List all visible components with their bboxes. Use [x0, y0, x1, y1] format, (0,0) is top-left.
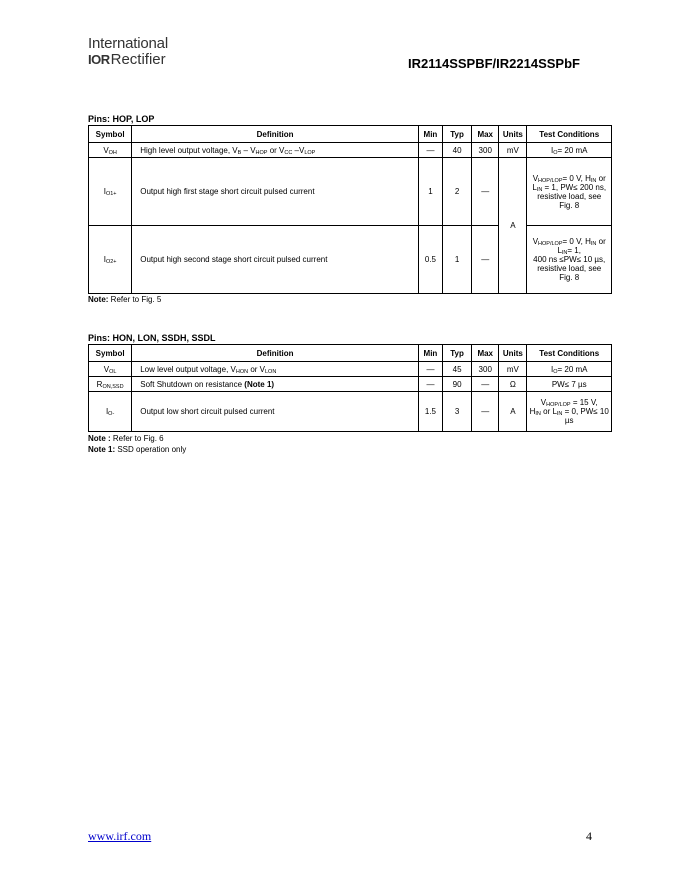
min-value: — [418, 143, 442, 158]
min-value: — [418, 377, 442, 392]
table-header-row [89, 345, 612, 362]
col-symbol: Symbol [89, 126, 132, 143]
definition-ron-ssd: Soft Shutdown on resistance (Note 1) [132, 377, 419, 392]
max-value: — [472, 392, 499, 432]
units-value: A [499, 392, 527, 432]
table-header-row [89, 126, 612, 143]
hon-lon-table [88, 344, 612, 432]
part-number: IR2114SSPBF/IR2214SSPbF [408, 56, 580, 71]
symbol-ron-ssd: $R_{ON,SSD}$ [89, 377, 132, 392]
col-max: Max [472, 126, 499, 143]
table-row [89, 362, 612, 377]
units-value: mV [499, 143, 527, 158]
max-value: 300 [472, 362, 499, 377]
typ-value: 40 [443, 143, 472, 158]
min-value: — [418, 362, 442, 377]
definition-io-minus: Output low short circuit pulsed current [132, 392, 419, 432]
col-symbol: Symbol [89, 345, 132, 362]
test-condition: PW≤ 7 µs [527, 377, 612, 392]
col-definition: Definition [132, 345, 419, 362]
definition-io2: Output high second stage short circuit pulsed current [132, 226, 419, 294]
typ-value: 1 [443, 226, 472, 294]
min-value: 1 [418, 158, 442, 226]
max-value: — [472, 226, 499, 294]
table1-note: Note: Refer to Fig. 5 [88, 295, 162, 304]
definition-io1: Output high first stage short circuit pulsed current [132, 158, 419, 226]
col-test-conditions: Test Conditions [527, 345, 612, 362]
table2-note1: Note 1: SSD operation only [88, 445, 187, 454]
col-units: Units [499, 345, 527, 362]
symbol-voh: $V_{OH}$ [89, 143, 132, 158]
table2-title: Pins: HON, LON, SSDH, SSDL [88, 333, 216, 343]
col-units: Units [499, 126, 527, 143]
col-min: Min [418, 126, 442, 143]
page-number: 4 [586, 829, 592, 843]
min-value: 1.5 [418, 392, 442, 432]
company-logo [88, 36, 168, 68]
typ-value: 45 [443, 362, 472, 377]
table2-note: Note : Refer to Fig. 6 [88, 434, 164, 443]
symbol-io2: $I_{O2+}$ [89, 226, 132, 294]
test-condition: $V_{HOP/LOP}= 0$ V, $H_{IN}$ or $L_{IN}= 1$, 400 ns ≤PW≤ 10 µs, resistive load, see Fig. 8 [527, 226, 612, 294]
ior-logo-mark: IOR [88, 52, 110, 67]
logo-line-international: International [88, 35, 168, 52]
units-value: mV [499, 362, 527, 377]
typ-value: 90 [443, 377, 472, 392]
units-shared: A [499, 158, 527, 294]
definition-voh: High level output voltage, $V_B - V_{HOP}$ or $V_{CC}$ $-V_{LOP}$ [132, 143, 419, 158]
col-test-conditions: Test Conditions [527, 126, 612, 143]
max-value: 300 [472, 143, 499, 158]
test-condition: $I_O= 20$ mA [527, 143, 612, 158]
test-condition: $V_{HOP/LOP}= 0$ V, $H_{IN}$ or $L_{IN} = 1$, PW≤ 200 ns, resistive load, see Fig. 8 [527, 158, 612, 226]
table1-title: Pins: HOP, LOP [88, 114, 155, 124]
logo-line-rectifier: Rectifier [110, 51, 166, 68]
symbol-io-minus: $I_{O-}$ [89, 392, 132, 432]
website-link[interactable]: www.irf.com [88, 829, 152, 843]
units-value: Ω [499, 377, 527, 392]
test-condition: $V_{HOP/LOP} = 15$ V, $H_{IN}$ or $L_{IN} = 0$, PW≤ 10 µs [527, 392, 612, 432]
max-value: — [472, 377, 499, 392]
table-row [89, 226, 612, 294]
table-row [89, 143, 612, 158]
table-row [89, 392, 612, 432]
symbol-io1: $I_{O1+}$ [89, 158, 132, 226]
typ-value: 2 [443, 158, 472, 226]
hop-lop-table [88, 125, 612, 294]
table-row [89, 158, 612, 226]
typ-value: 3 [443, 392, 472, 432]
col-typ: Typ [443, 126, 472, 143]
definition-vol: Low level output voltage, $V_{HON}$ or $V_{LON}$ [132, 362, 419, 377]
max-value: — [472, 158, 499, 226]
col-max: Max [472, 345, 499, 362]
col-typ: Typ [443, 345, 472, 362]
symbol-vol: $V_{OL}$ [89, 362, 132, 377]
table-row [89, 377, 612, 392]
col-definition: Definition [132, 126, 419, 143]
col-min: Min [418, 345, 442, 362]
min-value: 0.5 [418, 226, 442, 294]
test-condition: $I_O= 20$ mA [527, 362, 612, 377]
